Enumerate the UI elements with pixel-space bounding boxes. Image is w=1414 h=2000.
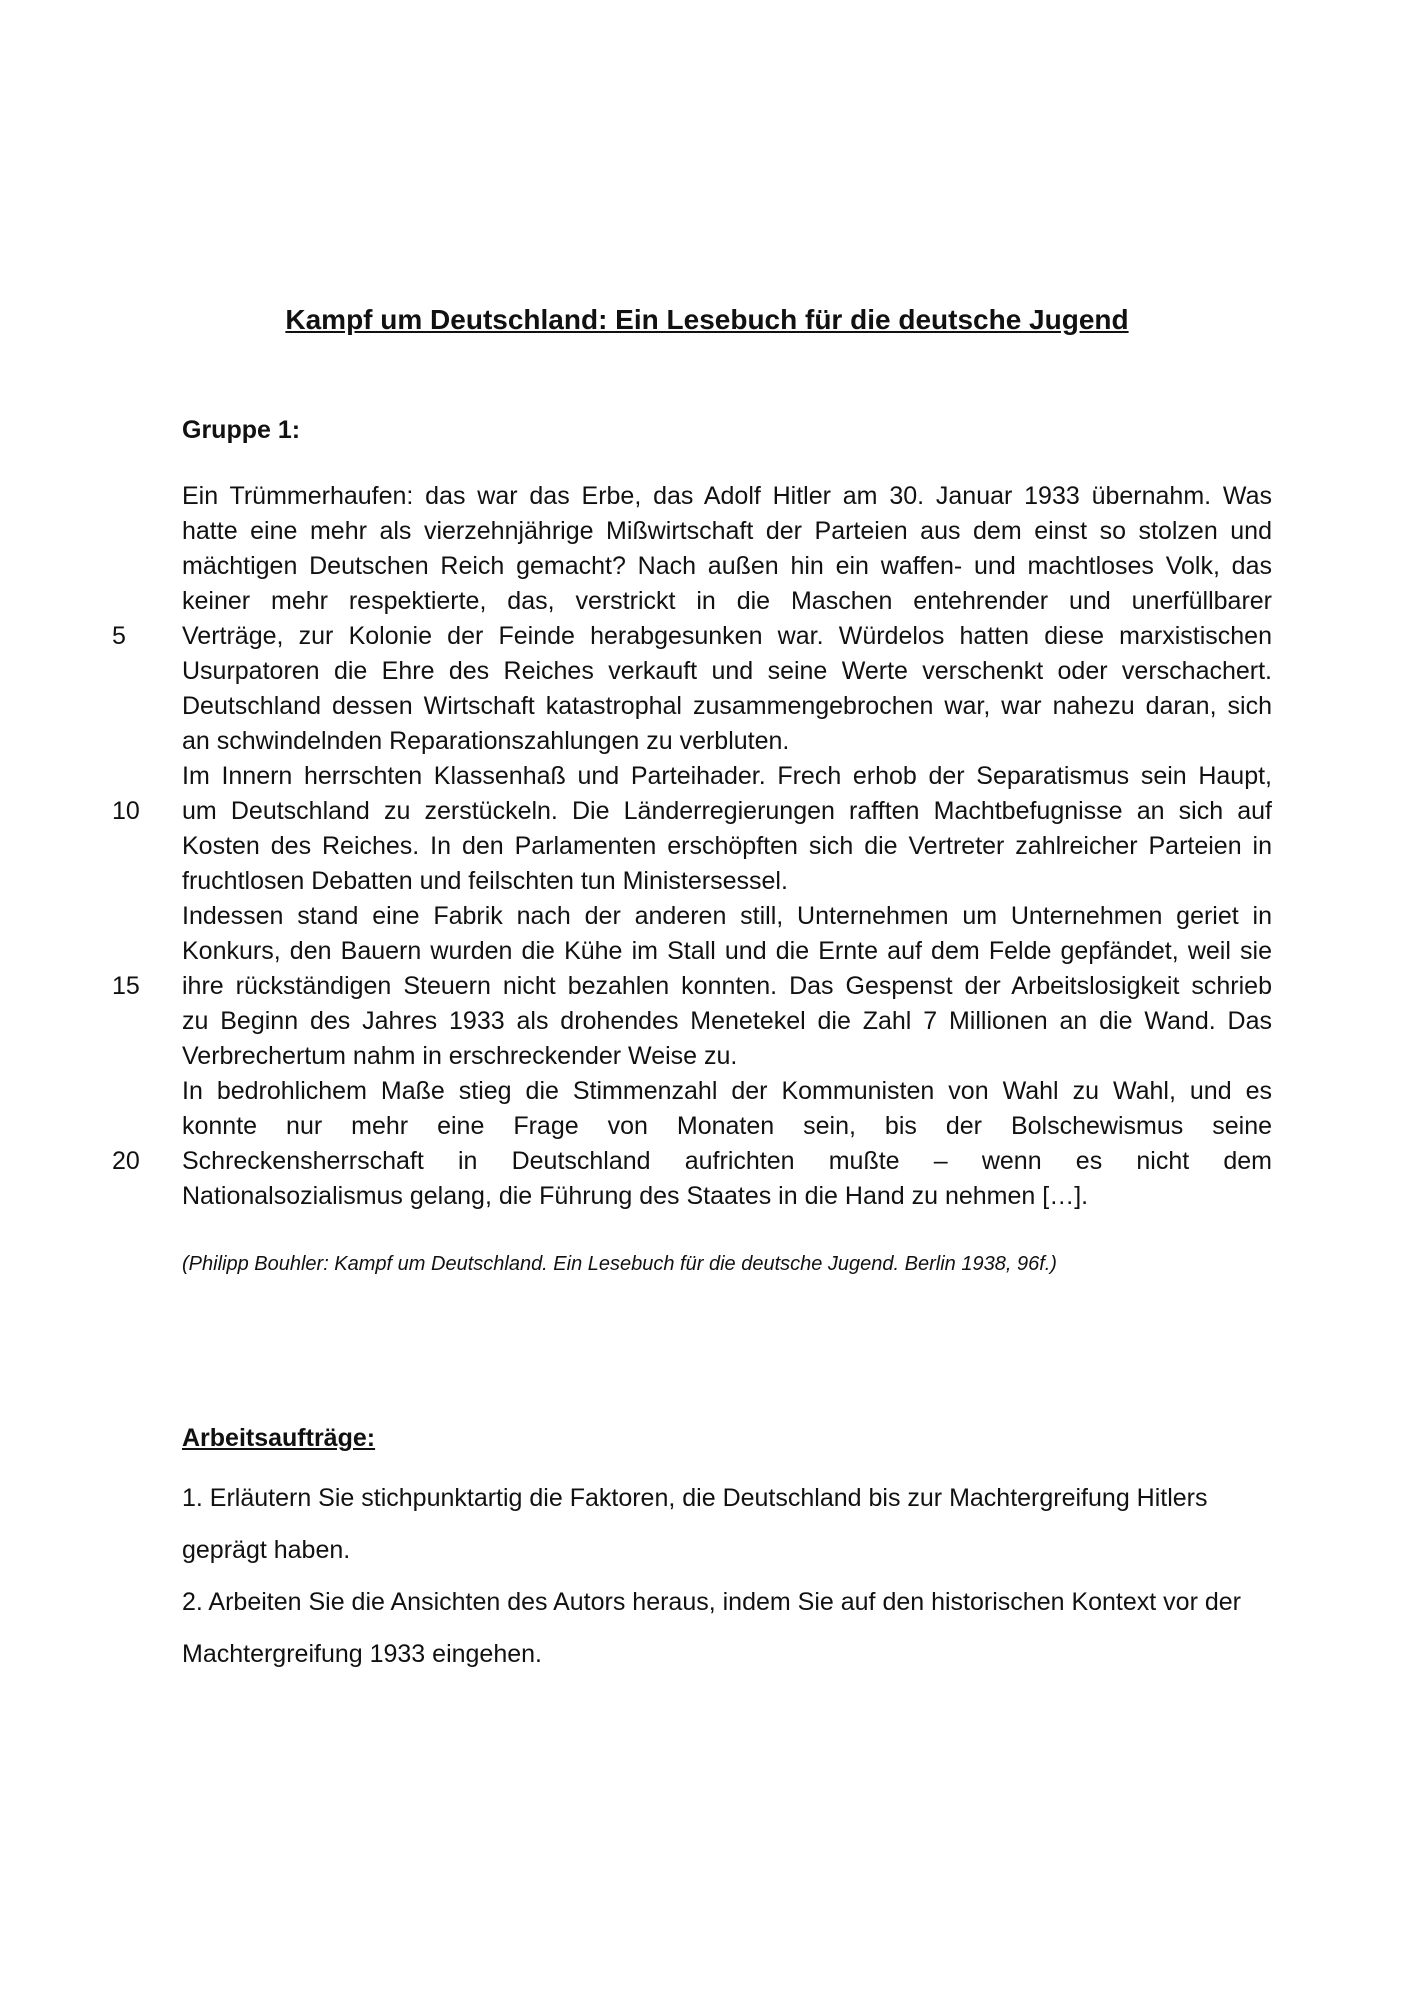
text-line: mächtigen Deutschen Reich gemacht? Nach außen hin ein waffen- und machtloses Volk, das: [182, 552, 1272, 580]
document-title: Kampf um Deutschland: Ein Lesebuch für die deutsche Jugend: [285, 304, 1129, 335]
source-citation: (Philipp Bouhler: Kampf um Deutschland. Ein Lesebuch für die deutsche Jugend. Berlin 1938, 96f.): [182, 1253, 1057, 1275]
text-line: Konkurs, den Bauern wurden die Kühe im Stall und die Ernte auf dem Felde gepfändet, weil sie: [182, 937, 1272, 965]
text-line: Schreckensherrschaft in Deutschland aufrichten mußte – wenn es nicht dem: [182, 1147, 1272, 1175]
text-line: an schwindelnden Reparationszahlungen zu verbluten.: [182, 727, 790, 755]
text-line: zu Beginn des Jahres 1933 als drohendes Menetekel die Zahl 7 Millionen an die Wand. Das: [182, 1007, 1272, 1035]
text-line: ihre rückständigen Steuern nicht bezahlen konnten. Das Gespenst der Arbeitslosigkeit schrieb: [182, 972, 1272, 1000]
text-line: Kosten des Reiches. In den Parlamenten erschöpften sich die Vertreter zahlreicher Parteien in: [182, 832, 1272, 860]
text-line: um Deutschland zu zerstückeln. Die Länderregierungen rafften Machtbefugnisse an sich auf: [182, 797, 1272, 825]
text-line: Indessen stand eine Fabrik nach der anderen still, Unternehmen um Unternehmen geriet in: [182, 902, 1272, 930]
text-line: fruchtlosen Debatten und feilschten tun Ministersessel.: [182, 867, 788, 895]
text-line: Usurpatoren die Ehre des Reiches verkauft und seine Werte verschenkt oder verschachert.: [182, 657, 1272, 685]
task-list: [182, 1472, 1272, 1680]
text-line: konnte nur mehr eine Frage von Monaten sein, bis der Bolschewismus seine: [182, 1112, 1272, 1140]
line-number: 20: [112, 1147, 140, 1175]
text-line: keiner mehr respektierte, das, verstrickt in die Maschen entehrender und unerfüllbarer: [182, 587, 1272, 615]
line-number: 10: [112, 797, 140, 825]
tasks-heading: Arbeitsaufträge:: [182, 1424, 376, 1452]
text-line: Verträge, zur Kolonie der Feinde herabgesunken war. Würdelos hatten diese marxistischen: [182, 622, 1272, 650]
text-line: hatte eine mehr als vierzehnjährige Mißwirtschaft der Parteien aus dem einst so stolzen und: [182, 517, 1272, 545]
task-item: 2. Arbeiten Sie die Ansichten des Autors heraus, indem Sie auf den historischen Kontext vor der Machtergreifung 1933 eingehen.: [182, 1588, 1241, 1668]
text-line: Im Innern herrschten Klassenhaß und Parteihader. Frech erhob der Separatismus sein Haupt,: [182, 762, 1272, 790]
text-line: Verbrechertum nahm in erschreckender Weise zu.: [182, 1042, 738, 1070]
text-line: Deutschland dessen Wirtschaft katastrophal zusammengebrochen war, war nahezu daran, sich: [182, 692, 1272, 720]
group-label: Gruppe 1:: [182, 416, 301, 444]
text-line: Nationalsozialismus gelang, die Führung des Staates in die Hand zu nehmen […].: [182, 1182, 1089, 1210]
task-item: 1. Erläutern Sie stichpunktartig die Faktoren, die Deutschland bis zur Machtergreifung Hitlers geprägt haben.: [182, 1484, 1208, 1564]
line-number: 15: [112, 972, 140, 1000]
line-number: 5: [112, 622, 126, 650]
source-text: [182, 479, 1272, 1214]
text-line: In bedrohlichem Maße stieg die Stimmenzahl der Kommunisten von Wahl zu Wahl, und es: [182, 1077, 1272, 1105]
text-line: Ein Trümmerhaufen: das war das Erbe, das Adolf Hitler am 30. Januar 1933 übernahm. Was: [182, 482, 1272, 510]
